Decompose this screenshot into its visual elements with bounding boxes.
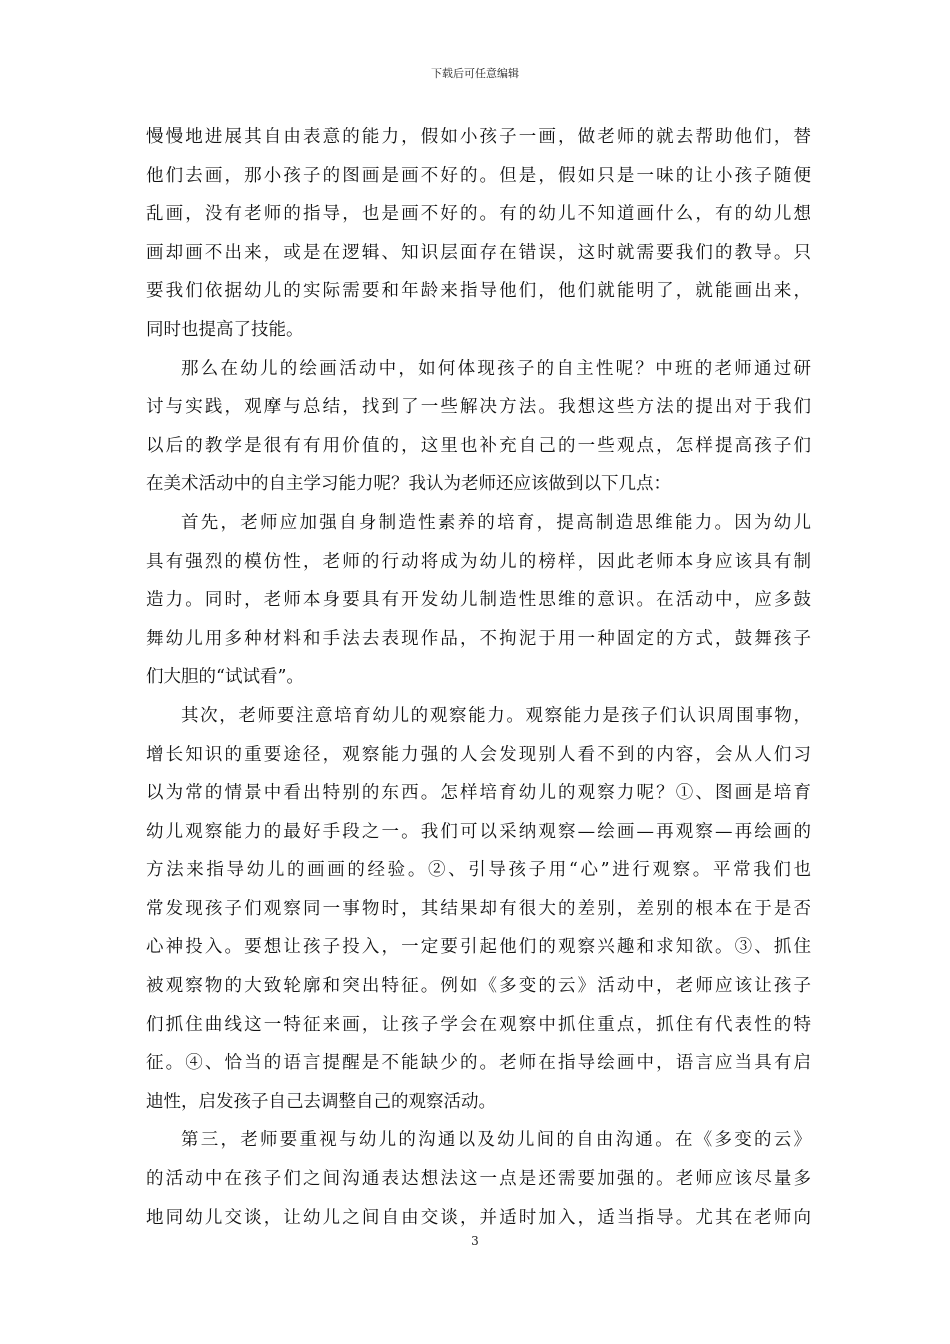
text-line: 方法来指导幼儿的画画的经验。②、引导孩子用“心”进行观察。平常我们也 xyxy=(146,860,811,881)
text-line: 以后的教学是很有有用价值的，这里也补充自己的一些观点，怎样提高孩子们 xyxy=(146,435,811,456)
text-line: 幼儿观察能力的最好手段之一。我们可以采纳观察—绘画—再观察—再绘画的 xyxy=(146,821,811,842)
text-line: 们大胆的“试试看”。 xyxy=(146,667,304,688)
text-line: 慢慢地进展其自由表意的能力，假如小孩子一画，做老师的就去帮助他们，替 xyxy=(146,127,811,147)
text-line: 他们去画，那小孩子的图画是画不好的。但是，假如只是一味的让小孩子随便 xyxy=(146,165,811,186)
text-line: 讨与实践，观摩与总结，找到了一些解决方法。我想这些方法的提出对于我们 xyxy=(146,397,811,418)
text-line: 具有强烈的模仿性，老师的行动将成为幼儿的榜样，因此老师本身应该具有制 xyxy=(146,551,811,572)
paragraph-third xyxy=(146,1121,811,1237)
text-line: 增长知识的重要途径，观察能力强的人会发现别人看不到的内容，会从人们习 xyxy=(146,744,811,765)
text-line: 画却画不出来，或是在逻辑、知识层面存在错误，这时就需要我们的教导。只 xyxy=(146,242,811,263)
text-line: 们抓住曲线这一特征来画，让孩子学会在观察中抓住重点，抓住有代表性的特 xyxy=(146,1014,811,1035)
text-line: 以为常的情景中看出特别的东西。怎样培育幼儿的观察力呢？①、图画是培育 xyxy=(146,783,811,804)
text-line: 乱画，没有老师的指导，也是画不好的。有的幼儿不知道画什么，有的幼儿想 xyxy=(146,204,811,225)
text-line: 迪性，启发孩子自己去调整自己的观察活动。 xyxy=(146,1091,496,1112)
paragraph-first xyxy=(146,504,811,697)
text-line: 首先，老师应加强自身制造性素养的培育，提高制造思维能力。因为幼儿 xyxy=(181,512,811,533)
text-line: 第三，老师要重视与幼儿的沟通以及幼儿间的自由沟通。在《多变的云》 xyxy=(181,1130,811,1151)
paragraph-second xyxy=(146,697,811,1122)
text-line: 心神投入。要想让孩子投入，一定要引起他们的观察兴趣和求知欲。③、抓住 xyxy=(146,937,811,958)
text-line: 其次，老师要注意培育幼儿的观察能力。观察能力是孩子们认识周围事物， xyxy=(181,705,811,726)
page-number: 3 xyxy=(471,1234,479,1248)
text-line: 常发现孩子们观察同一事物时，其结果却有很大的差别，差别的根本在于是否 xyxy=(146,898,811,919)
text-line: 舞幼儿用多种材料和手法去表现作品，不拘泥于用一种固定的方式，鼓舞孩子 xyxy=(146,628,811,649)
text-line: 那么在幼儿的绘画活动中，如何体现孩子的自主性呢？中班的老师通过研 xyxy=(181,358,811,379)
text-line: 要我们依据幼儿的实际需要和年龄来指导他们，他们就能明了，就能画出来， xyxy=(146,281,811,302)
paragraph-autonomy xyxy=(146,350,811,504)
page-header: 下载后可任意编辑 xyxy=(431,67,519,80)
body-text xyxy=(146,118,811,1237)
text-line: 造力。同时，老师本身要具有开发幼儿制造性思维的意识。在活动中，应多鼓 xyxy=(146,590,811,611)
text-line: 在美术活动中的自主学习能力呢？我认为老师还应该做到以下几点： xyxy=(146,474,671,495)
text-line: 的活动中在孩子们之间沟通表达想法这一点是还需要加强的。老师应该尽量多 xyxy=(146,1169,811,1190)
text-line: 同时也提高了技能。 xyxy=(146,319,304,340)
text-line: 被观察物的大致轮廓和突出特征。例如《多变的云》活动中，老师应该让孩子 xyxy=(146,976,811,997)
text-line: 征。④、恰当的语言提醒是不能缺少的。老师在指导绘画中，语言应当具有启 xyxy=(146,1053,811,1074)
text-line: 地同幼儿交谈，让幼儿之间自由交谈，并适时加入，适当指导。尤其在老师向 xyxy=(146,1207,811,1228)
paragraph-continuation xyxy=(146,118,811,350)
